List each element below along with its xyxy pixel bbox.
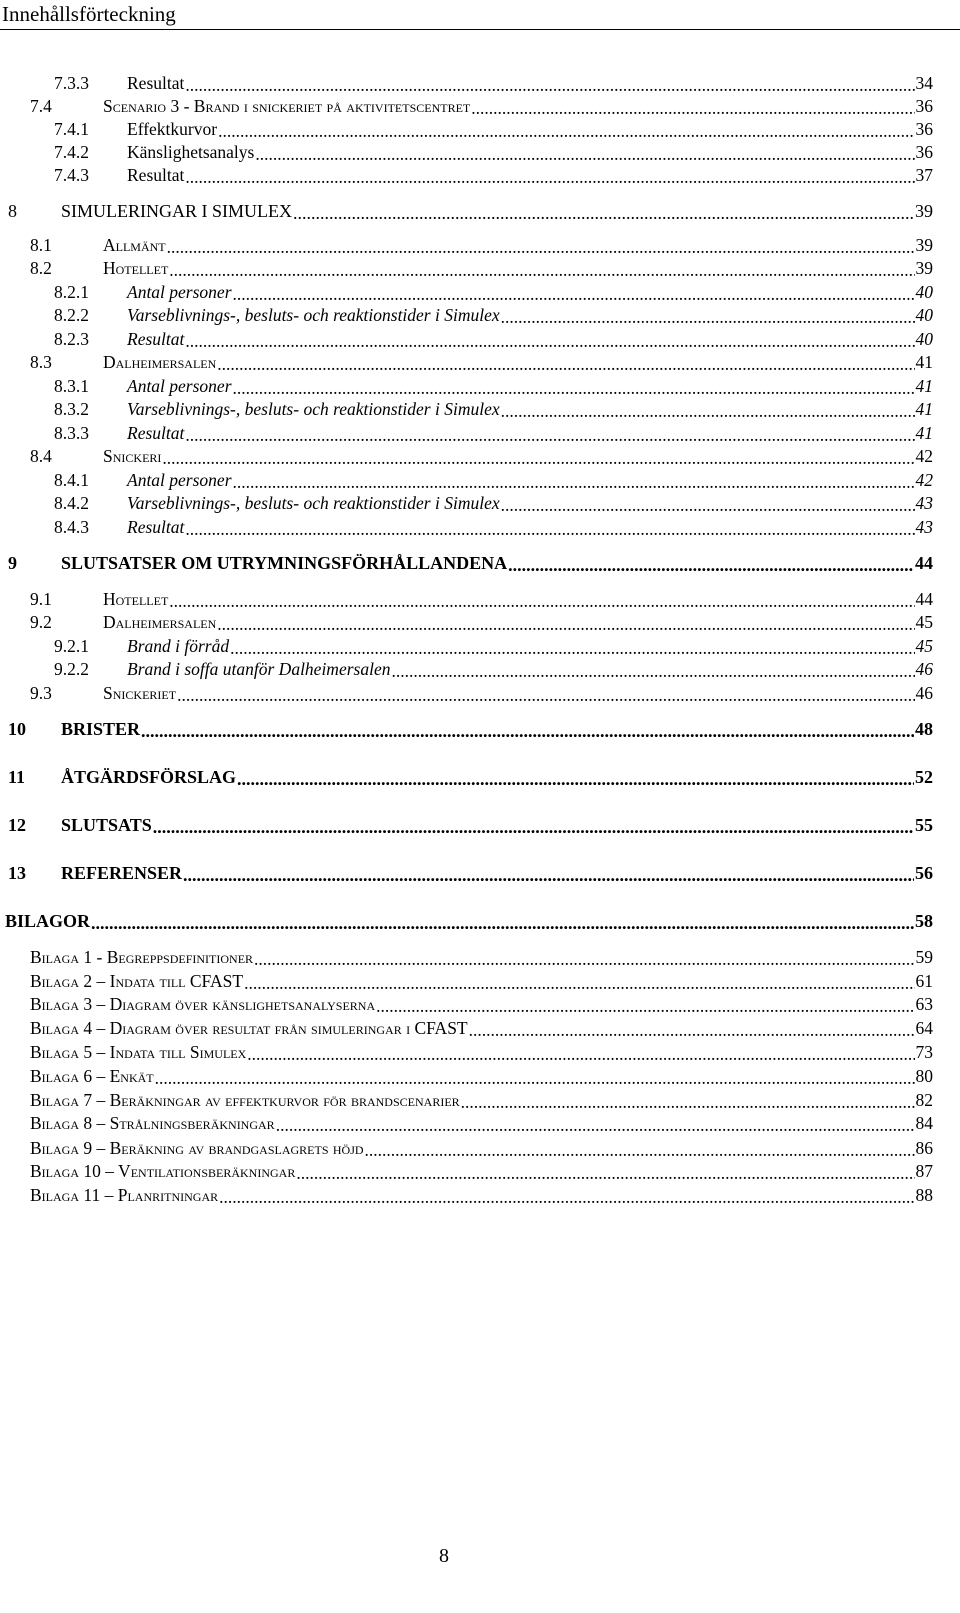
dot-leader	[218, 120, 914, 140]
toc-entry-title: Bilaga 10 – Ventilationsberäkningar	[30, 1161, 296, 1181]
dot-leader	[217, 353, 914, 373]
toc-entry-title: Antal personer	[127, 376, 232, 396]
toc-entry-page: 59	[915, 947, 933, 967]
toc-entry-page: 56	[915, 863, 933, 883]
toc-entry-page: 36	[915, 119, 933, 139]
toc-entry[interactable]	[0, 1160, 933, 1182]
toc-entry[interactable]	[0, 234, 933, 256]
toc-entry-number: 8.2.2	[54, 305, 89, 325]
toc-entry-title: Varseblivnings-, besluts- och reaktionstider i Simulex	[127, 305, 500, 325]
toc-entry-page: 36	[915, 96, 933, 116]
toc-entry-number: 11	[8, 767, 26, 787]
toc-entry[interactable]	[0, 814, 933, 836]
dot-leader	[254, 948, 914, 968]
dot-leader	[471, 97, 914, 117]
toc-entry-page: 41	[915, 352, 933, 372]
toc-entry-title: SLUTSATSER OM UTRYMNINGSFÖRHÅLLANDENA	[61, 553, 508, 573]
toc-entry-number: 8.4.2	[54, 493, 89, 513]
toc-entry[interactable]	[0, 118, 933, 140]
toc-entry[interactable]	[0, 970, 933, 992]
toc-entry[interactable]	[0, 611, 933, 633]
toc-entry-title: Varseblivnings-, besluts- och reaktionstider i Simulex	[127, 399, 500, 419]
dot-leader	[461, 1091, 915, 1111]
toc-entry[interactable]	[0, 95, 933, 117]
toc-entry-title: Antal personer	[127, 282, 232, 302]
dot-leader	[293, 202, 914, 222]
toc-entry-page: 46	[915, 659, 933, 679]
toc-entry[interactable]	[0, 993, 933, 1015]
toc-entry-number: 8.1	[30, 235, 52, 255]
toc-entry-page: 42	[915, 470, 933, 490]
toc-entry-title: Antal personer	[127, 470, 232, 490]
toc-entry-number: 7.4.1	[54, 119, 89, 139]
toc-entry-number: 7.4.2	[54, 142, 89, 162]
dot-leader	[233, 471, 915, 491]
toc-entry-number: 9.2.1	[54, 636, 89, 656]
toc-entry-title: Bilaga 4 – Diagram över resultat från simuleringar i CFAST	[30, 1018, 468, 1038]
toc-entry[interactable]	[0, 398, 933, 420]
toc-entry-page: 86	[915, 1138, 933, 1158]
dot-leader	[162, 447, 914, 467]
toc-entry-number: 8.2.1	[54, 282, 89, 302]
dot-leader	[501, 494, 915, 514]
toc-entry-page: 84	[915, 1113, 933, 1133]
toc-entry-page: 87	[915, 1161, 933, 1181]
toc-entry[interactable]	[0, 257, 933, 279]
toc-entry[interactable]	[0, 862, 933, 884]
toc-entry[interactable]	[0, 351, 933, 373]
toc-entry-title: BRISTER	[61, 719, 141, 739]
toc-entry[interactable]	[0, 200, 933, 222]
toc-entry-number: 7.4.3	[54, 165, 89, 185]
toc-entry-page: 80	[915, 1066, 933, 1086]
toc-entry-page: 41	[915, 399, 933, 419]
dot-leader	[376, 995, 914, 1015]
toc-entry-page: 37	[915, 165, 933, 185]
toc-entry-title: SLUTSATS	[61, 815, 152, 835]
toc-entry-title: Varseblivnings-, besluts- och reaktionstider i Simulex	[127, 493, 500, 513]
toc-entry-page: 63	[915, 994, 933, 1014]
toc-entry-page: 40	[915, 282, 933, 302]
toc-entry[interactable]	[0, 1184, 933, 1206]
toc-entry-page: 55	[915, 815, 933, 835]
toc-entry-title: SIMULERINGAR I SIMULEX	[61, 201, 292, 221]
toc-entry-title: Effektkurvor	[127, 119, 218, 139]
toc-entry[interactable]	[0, 910, 933, 932]
toc-entry-page: 41	[915, 376, 933, 396]
dot-leader	[237, 768, 914, 788]
toc-entry-title: Allmänt	[103, 235, 166, 255]
dot-leader	[185, 330, 914, 350]
toc-entry-title: Hotellet	[103, 258, 169, 278]
toc-entry[interactable]	[0, 1112, 933, 1134]
toc-entry-title: Bilaga 6 – Enkät	[30, 1066, 154, 1086]
toc-entry[interactable]	[0, 552, 933, 574]
toc-entry-page: 40	[915, 305, 933, 325]
toc-entry-page: 44	[915, 589, 933, 609]
toc-entry-title: Resultat	[127, 517, 185, 537]
dot-leader	[233, 283, 915, 303]
toc-entry[interactable]	[0, 328, 933, 350]
dot-leader	[141, 720, 914, 740]
toc-entry-page: 36	[915, 142, 933, 162]
toc-entry-number: 9	[8, 553, 17, 573]
toc-entry-number: 8.3.1	[54, 376, 89, 396]
toc-entry[interactable]	[0, 682, 933, 704]
toc-entry[interactable]	[0, 492, 933, 514]
toc-entry-page: 58	[915, 911, 933, 931]
toc-entry-title: Snickeri	[103, 446, 162, 466]
toc-entry-page: 44	[915, 553, 933, 573]
toc-entry-title: Dalheimersalen	[103, 352, 217, 372]
toc-entry-page: 64	[915, 1018, 933, 1038]
toc-entry-number: 8.4.3	[54, 517, 89, 537]
dot-leader	[365, 1139, 915, 1159]
dot-leader	[217, 613, 914, 633]
toc-entry[interactable]	[0, 635, 933, 657]
toc-entry-title: Hotellet	[103, 589, 169, 609]
dot-leader	[508, 554, 914, 574]
toc-entry-title: Bilaga 1 - Begreppsdefinitioner	[30, 947, 254, 967]
dot-leader	[169, 590, 914, 610]
toc-entry-page: 48	[915, 719, 933, 739]
toc-entry-number: 7.3.3	[54, 73, 89, 93]
dot-leader	[469, 1019, 915, 1039]
toc-entry-title: Resultat	[127, 73, 185, 93]
toc-entry[interactable]	[0, 516, 933, 538]
dot-leader	[296, 1162, 914, 1182]
dot-leader	[501, 306, 915, 326]
toc-entry-title: Snickeriet	[103, 683, 177, 703]
dot-leader	[247, 1043, 914, 1063]
dot-leader	[233, 377, 915, 397]
toc-entry[interactable]	[0, 1065, 933, 1087]
toc-entry-number: 8.3.3	[54, 423, 89, 443]
toc-entry-title: Brand i förråd	[127, 636, 230, 656]
dot-leader	[185, 424, 914, 444]
toc-entry[interactable]	[0, 469, 933, 491]
toc-entry-page: 41	[915, 423, 933, 443]
dot-leader	[153, 816, 914, 836]
toc-entry-page: 88	[915, 1185, 933, 1205]
toc-entry-page: 39	[915, 201, 933, 221]
toc-entry[interactable]	[0, 1089, 933, 1111]
dot-leader	[255, 143, 914, 163]
toc-entry[interactable]	[0, 445, 933, 467]
toc-entry-title: Bilaga 5 – Indata till Simulex	[30, 1042, 247, 1062]
dot-leader	[185, 518, 914, 538]
toc-entry-title: Bilaga 2 – Indata till CFAST	[30, 971, 244, 991]
dot-leader	[183, 864, 914, 884]
toc-entry-number: 9.2.2	[54, 659, 89, 679]
toc-entry[interactable]	[0, 164, 933, 186]
toc-entry[interactable]	[0, 946, 933, 968]
toc-entry-number: 13	[8, 863, 26, 883]
toc-entry-page: 46	[915, 683, 933, 703]
toc-entry-title: Bilaga 9 – Beräkning av brandgaslagrets höjd	[30, 1138, 364, 1158]
toc-entry[interactable]	[0, 422, 933, 444]
dot-leader	[276, 1114, 915, 1134]
toc-entry-title: Resultat	[127, 423, 185, 443]
toc-entry-title: ÅTGÄRDSFÖRSLAG	[61, 767, 237, 787]
toc-entry-page: 82	[915, 1090, 933, 1110]
dot-leader	[219, 1186, 914, 1206]
dot-leader	[155, 1067, 915, 1087]
dot-leader	[185, 166, 914, 186]
toc-entry-page: 39	[915, 235, 933, 255]
toc-entry-page: 43	[915, 493, 933, 513]
toc-entry-page: 52	[915, 767, 933, 787]
toc-entry[interactable]	[0, 304, 933, 326]
toc-entry-page: 61	[915, 971, 933, 991]
dot-leader	[91, 912, 914, 932]
toc-entry[interactable]	[0, 766, 933, 788]
toc-entry-number: 8.4	[30, 446, 52, 466]
toc-entry-title: Resultat	[127, 165, 185, 185]
toc-entry-number: 10	[8, 719, 26, 739]
toc-entry-page: 34	[915, 73, 933, 93]
toc-entry-page: 43	[915, 517, 933, 537]
toc-entry[interactable]	[0, 1137, 933, 1159]
toc-entry-number: 9.2	[30, 612, 52, 632]
toc-entry[interactable]	[0, 1041, 933, 1063]
dot-leader	[169, 259, 914, 279]
toc-entry-title: REFERENSER	[61, 863, 183, 883]
toc-entry-title: Känslighetsanalys	[127, 142, 255, 162]
running-header	[0, 0, 960, 30]
toc-entry[interactable]	[0, 281, 933, 303]
toc-entry-number: 9.1	[30, 589, 52, 609]
toc-entry-title: Bilaga 7 – Beräkningar av effektkurvor för brandscenarier	[30, 1090, 460, 1110]
toc-entry-page: 40	[915, 329, 933, 349]
toc-entry[interactable]	[0, 1017, 933, 1039]
dot-leader	[244, 972, 914, 992]
toc-entry-title: Bilaga 8 – Strålningsberäkningar	[30, 1113, 275, 1133]
toc-entry[interactable]	[0, 658, 933, 680]
toc-entry-title: Scenario 3 - Brand i snickeriet på aktivitetscentret	[103, 96, 471, 116]
dot-leader	[501, 400, 915, 420]
toc-entry-number: 8.4.1	[54, 470, 89, 490]
toc-entry-page: 39	[915, 258, 933, 278]
toc-entry-number: 12	[8, 815, 26, 835]
toc-entry-number: 8.3.2	[54, 399, 89, 419]
toc-entry[interactable]	[0, 72, 933, 94]
toc-entry-page: 45	[915, 636, 933, 656]
toc-entry[interactable]	[0, 588, 933, 610]
toc-entry-number: 7.4	[30, 96, 52, 116]
header-title: Innehållsförteckning	[2, 2, 176, 26]
toc-entry-page: 45	[915, 612, 933, 632]
dot-leader	[177, 684, 914, 704]
dot-leader	[230, 637, 914, 657]
toc-entry-title: Bilaga 3 – Diagram över känslighetsanalyserna	[30, 994, 376, 1014]
dot-leader	[391, 660, 914, 680]
dot-leader	[167, 236, 915, 256]
toc-entry-page: 42	[915, 446, 933, 466]
toc-entry-number: 8.2	[30, 258, 52, 278]
toc-entry-number: 8.3	[30, 352, 52, 372]
toc-entry-number: 8.2.3	[54, 329, 89, 349]
dot-leader	[185, 74, 914, 94]
page-number: 8	[439, 1545, 449, 1567]
toc-entry-page: 73	[915, 1042, 933, 1062]
toc-entry-number: 9.3	[30, 683, 52, 703]
toc-entry-title: Dalheimersalen	[103, 612, 217, 632]
toc-entry[interactable]	[0, 718, 933, 740]
toc-entry-title: Resultat	[127, 329, 185, 349]
toc-entry[interactable]	[0, 141, 933, 163]
toc-entry-number: 8	[8, 201, 17, 221]
toc-entry[interactable]	[0, 375, 933, 397]
toc-entry-title: Brand i soffa utanför Dalheimersalen	[127, 659, 391, 679]
toc-entry-title: BILAGOR	[5, 911, 91, 931]
toc-entry-title: Bilaga 11 – Planritningar	[30, 1185, 219, 1205]
